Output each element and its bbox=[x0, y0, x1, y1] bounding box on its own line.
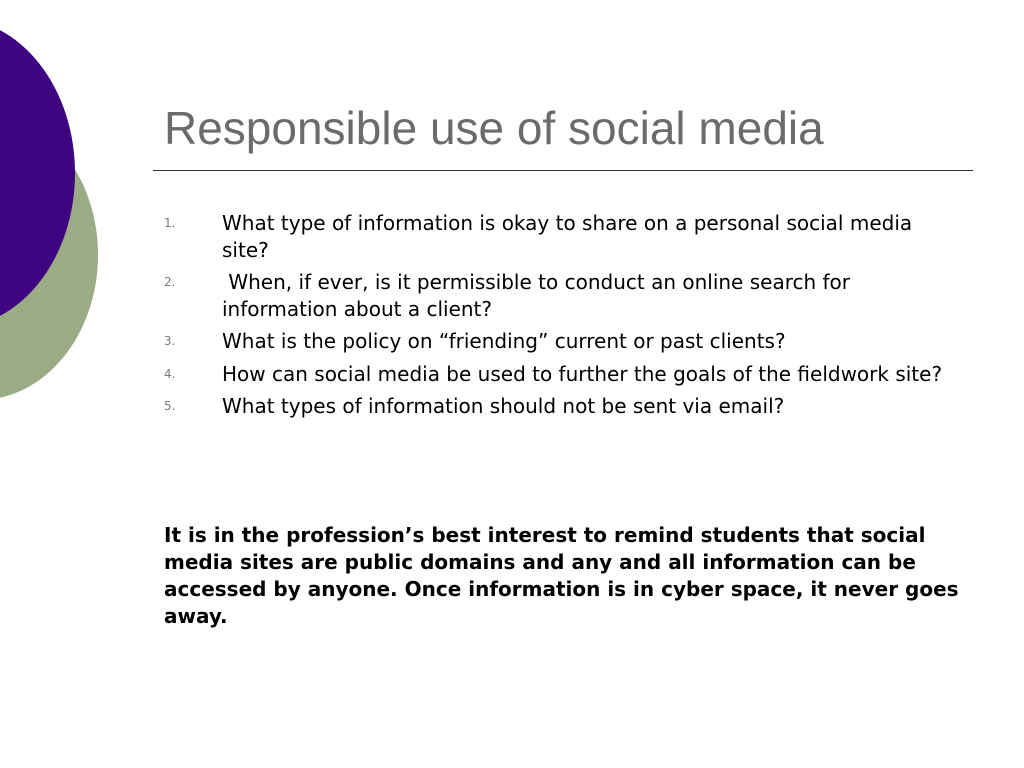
list-item bbox=[164, 328, 954, 355]
list-item-number: 1. bbox=[164, 216, 176, 230]
list-item bbox=[164, 269, 954, 322]
list-item bbox=[164, 393, 954, 420]
list-item-number: 5. bbox=[164, 399, 176, 413]
list-item-text: When, if ever, is it permissible to conduct an online search for information about a client? bbox=[222, 270, 857, 321]
list-item bbox=[164, 210, 954, 263]
title-divider bbox=[153, 170, 973, 171]
list-item-number: 2. bbox=[164, 275, 176, 289]
closing-statement: It is in the profession’s best interest to remind students that social media sites are public domains and any and all information can be accessed by anyone. Once information is in cyber space, it never goes away. bbox=[164, 523, 959, 628]
list-item bbox=[164, 361, 954, 388]
question-list bbox=[164, 210, 954, 426]
list-item-text: What is the policy on “friending” current or past clients? bbox=[222, 329, 786, 353]
list-item-number: 3. bbox=[164, 334, 176, 348]
list-item-text: What types of information should not be sent via email? bbox=[222, 394, 785, 418]
list-item-text: What type of information is okay to share on a personal social media site? bbox=[222, 211, 913, 262]
slide-title: Responsible use of social media bbox=[164, 102, 824, 154]
list-item-number: 4. bbox=[164, 366, 176, 381]
list-item-text: How can social media be used to further the goals of the fieldwork site? bbox=[222, 361, 943, 386]
